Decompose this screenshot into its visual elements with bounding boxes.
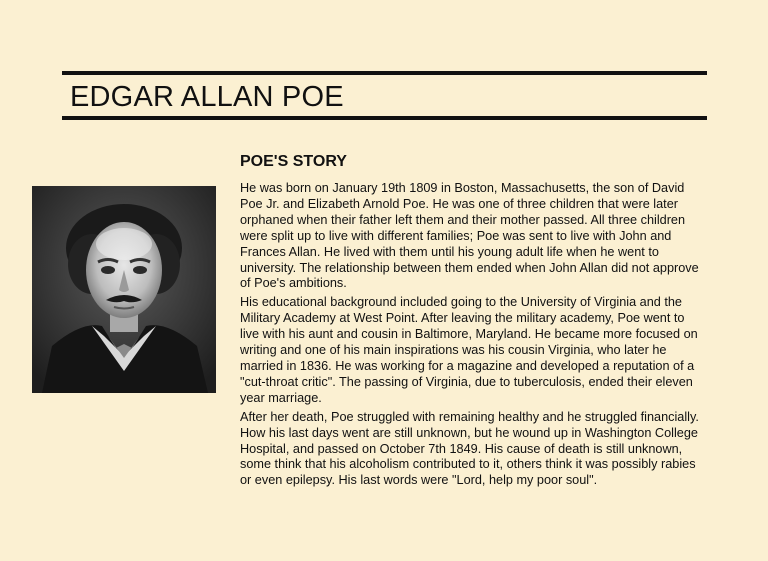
section-heading: POE'S STORY <box>240 153 347 170</box>
title-top-rule <box>62 71 707 75</box>
story-paragraph-3: After her death, Poe struggled with remaining healthy and he struggled financially. How his last days went are still unknown, but he wound up in Washington College Hospital, and passed on October 7th 1849. His cause of death is still unknown, some think that his alcoholism contributed to it, others think it was possibly rabies or even epilepsy. His last words were "Lord, help my poor soul". <box>240 409 699 488</box>
page-title: EDGAR ALLAN POE <box>70 81 344 113</box>
portrait-photo <box>32 186 216 393</box>
story-text <box>240 181 702 492</box>
story-paragraph-2: His educational background included going to the University of Virginia and the Military Academy at West Point. After leaving the military academy, Poe went to live with his aunt and cousin in Baltimore, Maryland. He became more focused on writing and one of his main inspirations was his cousin Virginia, who later he married in 1836. He was working for a magazine and developed a reputation of a "cut-throat critic". The passing of Virginia, due to tuberculosis, ended their eleven year marriage. <box>240 295 698 405</box>
story-paragraph-1: He was born on January 19th 1809 in Boston, Massachusetts, the son of David Poe Jr. and Elizabeth Arnold Poe. He was one of three children that were later orphaned when their father left them and their mother passed. All three children were split up to live with different families; Poe was sent to live with John and Frances Allan. He lived with them until his young adult life when he went to university. The relationship between them ended when John Allan did not approve of Poe's ambitions. <box>240 181 699 291</box>
title-bottom-rule <box>62 116 707 120</box>
